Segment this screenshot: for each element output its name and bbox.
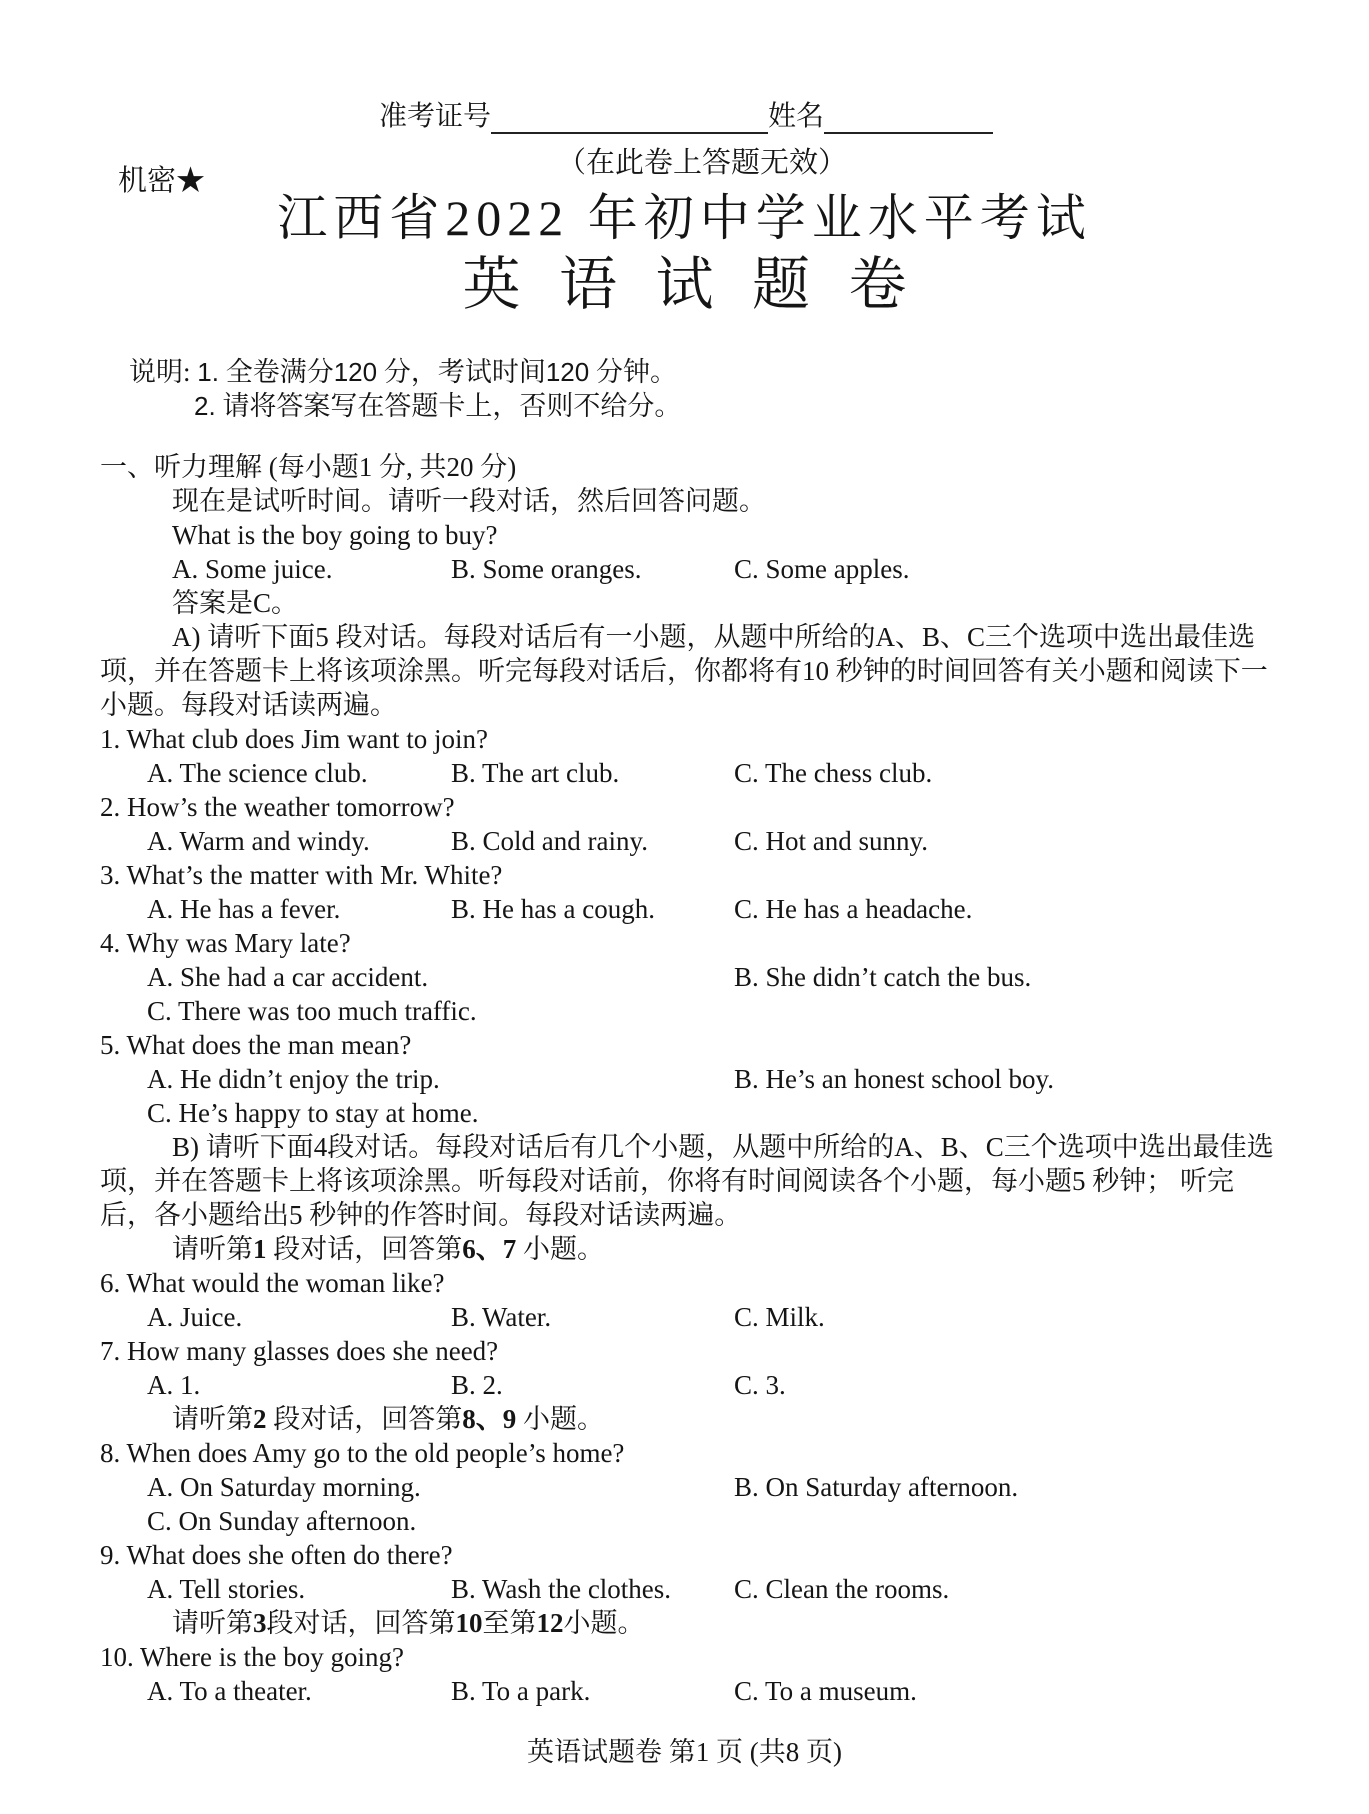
option-B: B. He’s an honest school boy. [734,1064,1054,1094]
sample-options [100,552,1274,586]
prompt-segment: 段对话，回答第 [266,1404,463,1434]
prompt-segment: 段对话，回答第 [266,1608,456,1638]
option-B: B. Cold and rainy. [451,826,648,856]
question-8-options [100,1504,1274,1538]
option-C: C. On Sunday afternoon. [147,1506,417,1536]
question-5-options [100,1096,1274,1130]
part-a-instructions: A) 请听下面5 段对话。每段对话后有一小题，从题中所给的A、B、C三个选项中选出最佳选项，并在答题卡上将该项涂黑。听完每段对话后，你都将有10 秒钟的时间回答有关小题和阅读下一小题。每段对话读两遍。 [100,622,1268,720]
option-B: B. He has a cough. [451,894,655,924]
option-C: C. Hot and sunny. [734,826,928,856]
option-B: B. 2. [451,1370,503,1400]
dialog-prompt-1 [100,1232,1274,1266]
prompt-segment: 请听第 [172,1234,253,1264]
listening-section-content [100,484,1274,1708]
option-C: C. He has a headache. [734,894,973,924]
option-B: B. Wash the clothes. [451,1574,672,1604]
option-C: C. Some apples. [734,554,910,584]
dialog-prompt-3 [100,1606,1274,1640]
question-4-options [100,960,1274,994]
question-2: 2. How’s the weather tomorrow? [100,792,455,822]
option-B: B. To a park. [451,1676,591,1706]
confidential-mark: 机密★ [118,165,206,197]
question-6-options [100,1300,1274,1334]
sample-question: What is the boy going to buy? [172,520,498,550]
question-8: 8. When does Amy go to the old people’s home? [100,1438,625,1468]
question-10-options [100,1674,1274,1708]
prompt-segment: 2 [253,1404,267,1434]
paper-body [100,355,1274,1708]
option-A: A. He didn’t enjoy the trip. [147,1064,440,1094]
option-A: A. Juice. [147,1302,243,1332]
question-4: 4. Why was Mary late? [100,928,351,958]
exam-title: 江西省2022 年初中学业水平考试 [277,190,1092,246]
prompt-segment: 10 [455,1608,483,1638]
option-A: A. The science club. [147,758,368,788]
section-heading-listening: 一、听力理解 (每小题1 分, 共20 分) [100,452,517,482]
question-5-options [100,1062,1274,1096]
option-B: B. She didn’t catch the bus. [734,962,1032,992]
prompt-segment: 段对话，回答第 [266,1234,463,1264]
option-A: A. He has a fever. [147,894,341,924]
invalid-answer-note: （在此卷上答题无效） [557,147,848,179]
question-3-options [100,892,1274,926]
name-label: 姓名 [768,101,825,132]
instructions-line-2: 2. 请将答案写在答题卡上，否则不给分。 [194,391,682,421]
prompt-segment: 小题。 [563,1608,645,1638]
prompt-segment: 请听第 [172,1404,253,1434]
question-3: 3. What’s the matter with Mr. White? [100,860,503,890]
prompt-segment: 至第 [482,1608,537,1638]
prompt-segment: 8、9 [462,1404,517,1434]
candidate-info-row [379,100,993,134]
listening-intro: 现在是试听时间。请听一段对话，然后回答问题。 [172,486,766,516]
prompt-segment: 12 [536,1608,564,1638]
prompt-segment: 请听第 [172,1608,253,1638]
question-1-options [100,756,1274,790]
instructions-line-1: 说明: 1. 全卷满分120 分，考试时间120 分钟。 [129,357,677,387]
question-6: 6. What would the woman like? [100,1268,445,1298]
question-9: 9. What does she often do there? [100,1540,453,1570]
question-4-options [100,994,1274,1028]
option-C: C. Milk. [734,1302,825,1332]
question-2-options [100,824,1274,858]
paper-title: 英 语 试 题 卷 [462,252,919,317]
option-A: A. She had a car accident. [147,962,429,992]
question-5: 5. What does the man mean? [100,1030,412,1060]
exam-no-blank [491,102,768,134]
sample-answer: 答案是C。 [172,588,299,618]
option-B: B. Some oranges. [451,554,642,584]
option-A: A. Tell stories. [147,1574,306,1604]
option-A: A. Some juice. [172,554,333,584]
name-blank [824,102,993,134]
option-A: A. 1. [147,1370,201,1400]
prompt-segment: 小题。 [516,1234,604,1264]
option-C: C. 3. [734,1370,786,1400]
prompt-segment: 小题。 [516,1404,604,1434]
question-1: 1. What club does Jim want to join? [100,724,488,754]
option-B: B. Water. [451,1302,552,1332]
exam-no-label: 准考证号 [379,101,492,132]
question-8-options [100,1470,1274,1504]
option-C: C. To a museum. [734,1676,917,1706]
option-A: A. Warm and windy. [147,826,370,856]
option-C: C. There was too much traffic. [147,996,477,1026]
page-footer: 英语试题卷 第1 页 (共8 页) [527,1737,842,1767]
question-10: 10. Where is the boy going? [100,1642,404,1672]
question-7: 7. How many glasses does she need? [100,1336,499,1366]
prompt-segment: 3 [253,1608,267,1638]
option-C: C. The chess club. [734,758,933,788]
prompt-segment: 6、7 [462,1234,517,1264]
option-C: C. He’s happy to stay at home. [147,1098,479,1128]
question-7-options [100,1368,1274,1402]
question-9-options [100,1572,1274,1606]
option-B: B. On Saturday afternoon. [734,1472,1019,1502]
option-C: C. Clean the rooms. [734,1574,950,1604]
part-b-instructions: B) 请听下面4段对话。每段对话后有几个小题，从题中所给的A、B、C三个选项中选出最佳选项，并在答题卡上将该项涂黑。听每段对话前，你将有时间阅读各个小题，每小题5 秒钟； 听完后，各小题给出5 秒钟的作答时间。每段对话读两遍。 [100,1132,1274,1230]
option-B: B. The art club. [451,758,620,788]
prompt-segment: 1 [253,1234,267,1264]
option-A: A. On Saturday morning. [147,1472,421,1502]
option-A: A. To a theater. [147,1676,312,1706]
dialog-prompt-2 [100,1402,1274,1436]
